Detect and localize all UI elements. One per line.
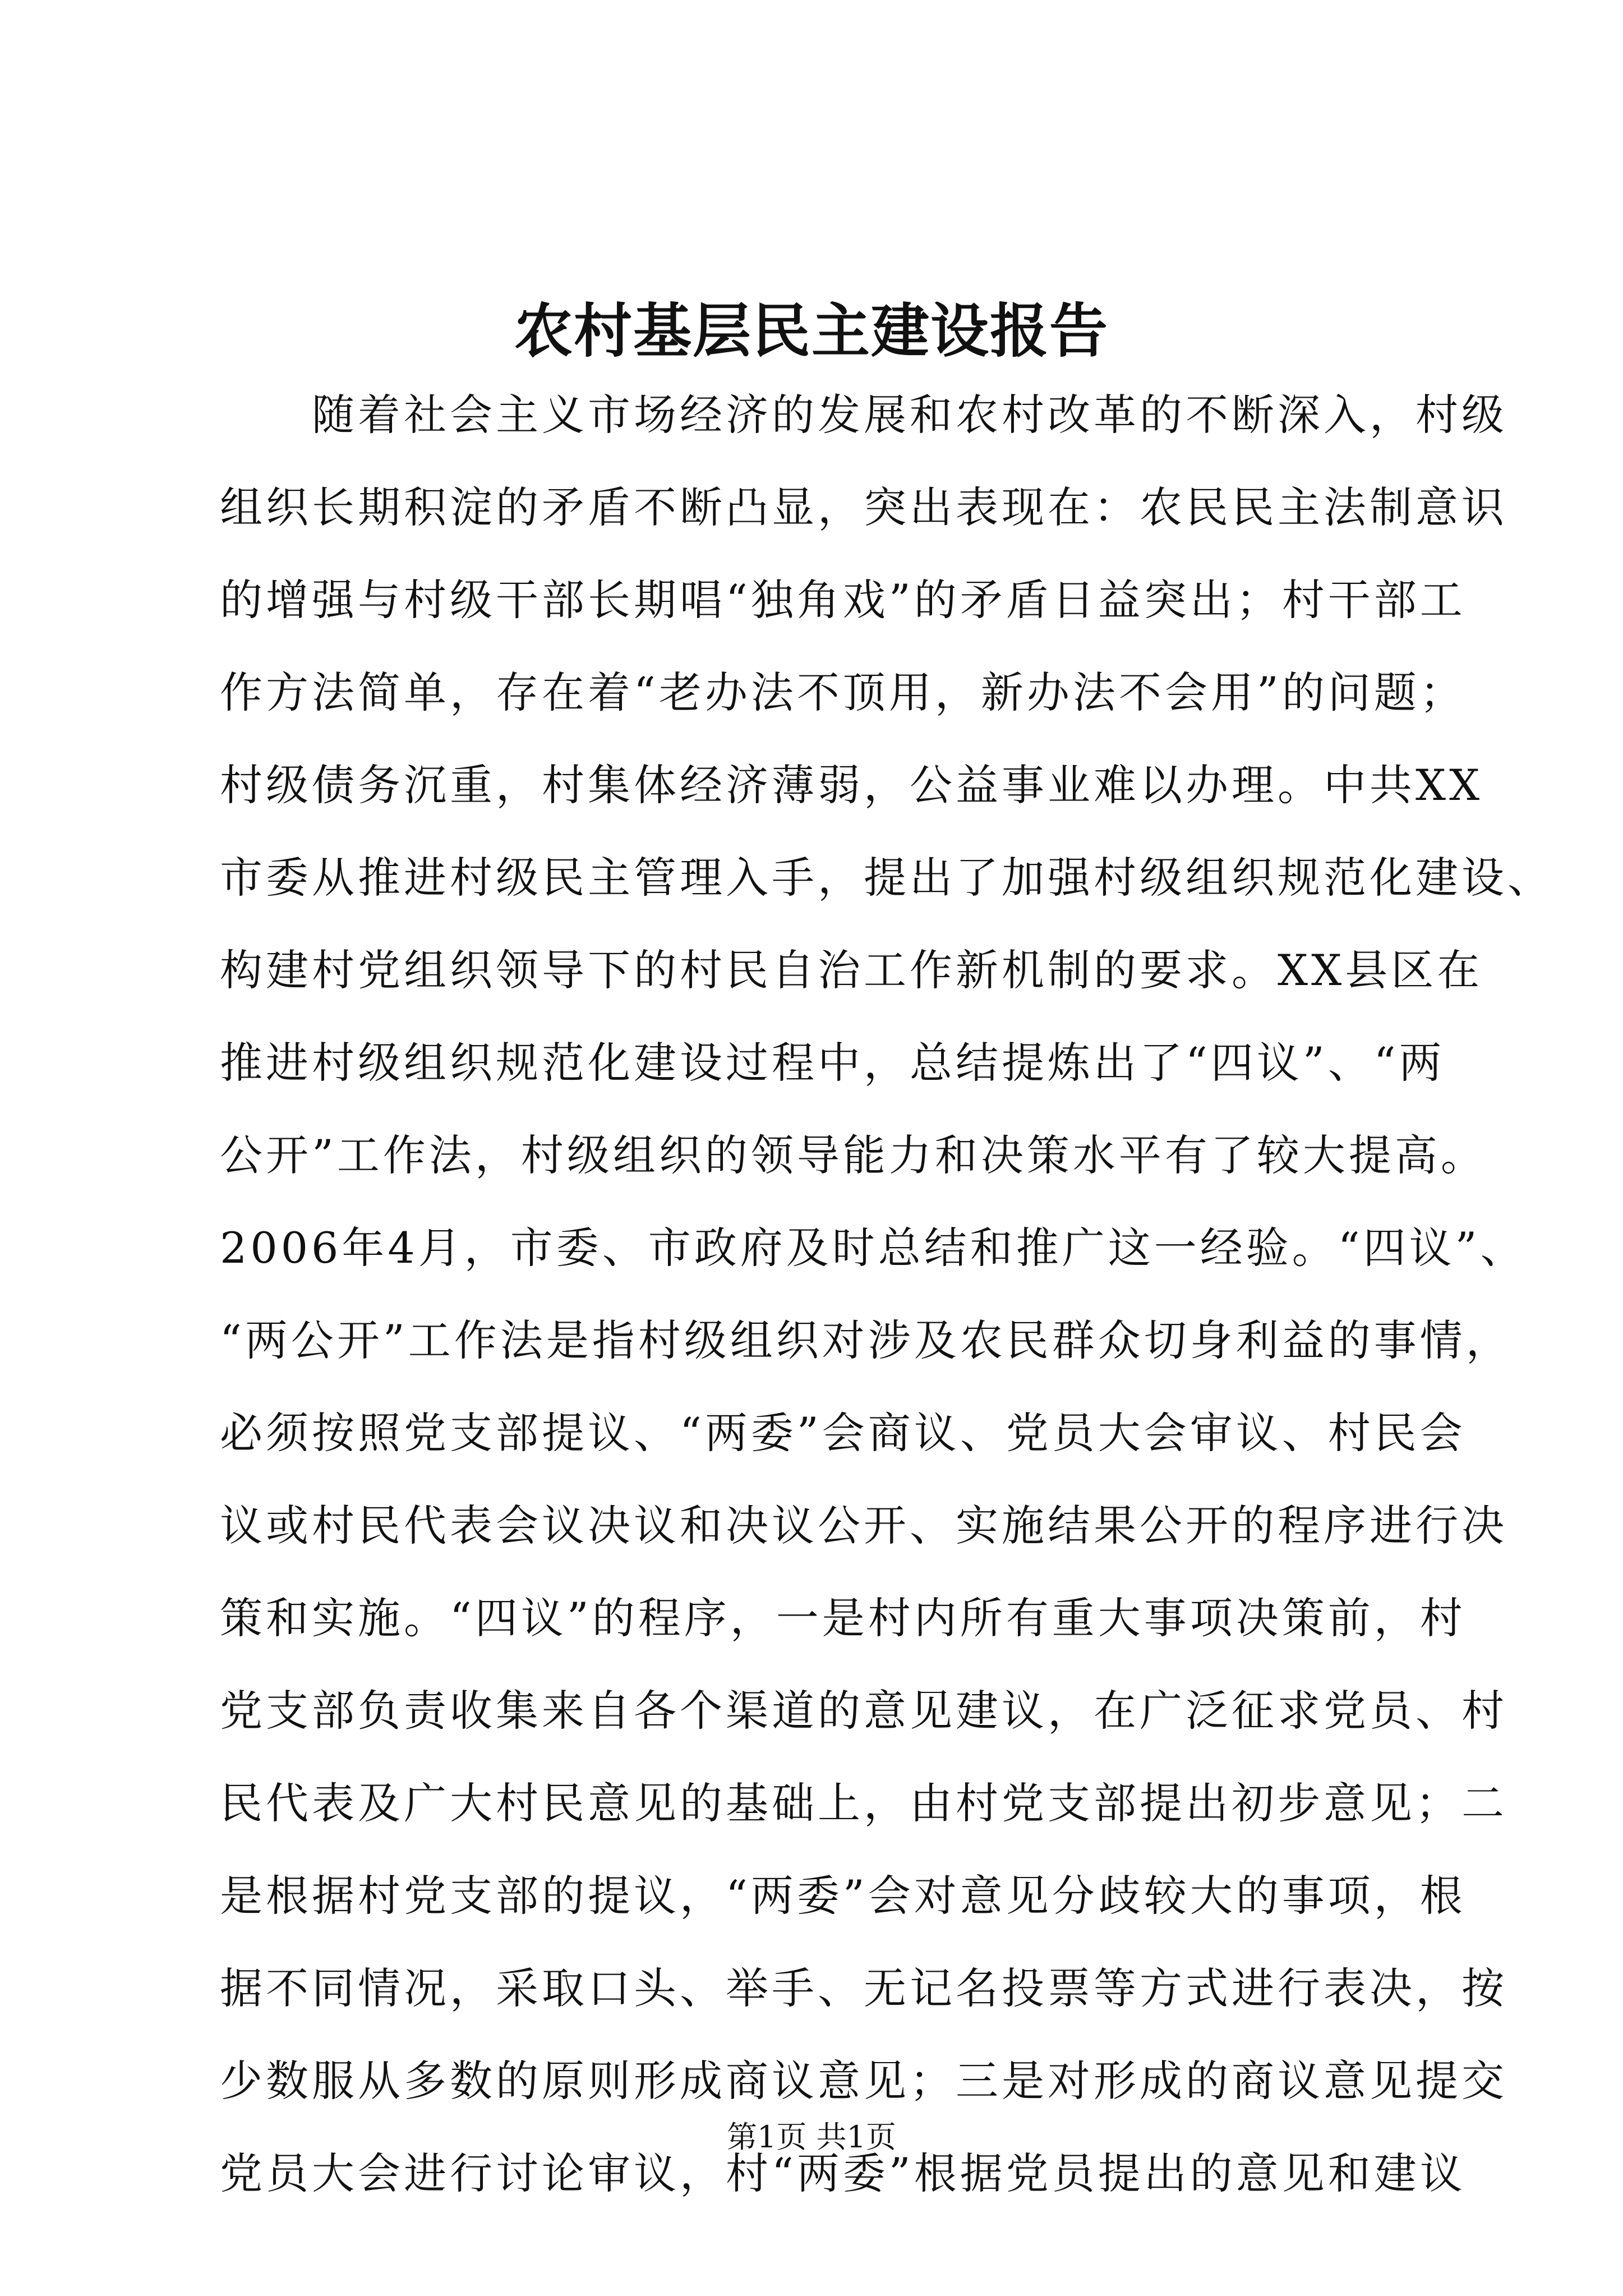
document-title: 农村基层民主建设报告 (514, 296, 1109, 365)
page-number-footer: 第1页 共1页 (727, 2119, 896, 2155)
body-line: 组织长期积淀的矛盾不断凸显，突出表现在：农民民主法制意识 (220, 482, 1507, 532)
body-line: 党支部负责收集来自各个渠道的意见建议，在广泛征求党员、村 (220, 1686, 1507, 1736)
body-line: 少数服从多数的原则形成商议意见；三是对形成的商议意见提交 (220, 2056, 1507, 2106)
body-line: 议或村民代表会议决议和决议公开、实施结果公开的程序进行决 (220, 1501, 1507, 1550)
body-line: “两公开”工作法是指村级组织对涉及农民群众切身利益的事情， (220, 1315, 1512, 1365)
body-line: 必须按照党支部提议、“两委”会商议、党员大会审议、村民会 (220, 1408, 1466, 1458)
body-line: 市委从推进村级民主管理入手，提出了加强村级组织规范化建设、 (220, 853, 1553, 903)
body-line: 是根据村党支部的提议，“两委”会对意见分歧较大的事项，根 (220, 1871, 1466, 1921)
body-line: 村级债务沉重，村集体经济薄弱，公益事业难以办理。中共XX (220, 760, 1483, 810)
body-line: 推进村级组织规范化建设过程中，总结提炼出了“四议”、“两 (220, 1038, 1445, 1088)
body-line: 党员大会进行讨论审议，村“两委”根据党员提出的意见和建议 (220, 2148, 1466, 2198)
body-line: 2006年4月，市委、市政府及时总结和推广这一经验。“四议”、 (220, 1223, 1527, 1273)
body-line: 民代表及广大村民意见的基础上，由村党支部提出初步意见；二 (220, 1778, 1507, 1828)
body-line: 的增强与村级干部长期唱“独角戏”的矛盾日益突出；村干部工 (220, 575, 1466, 625)
body-line: 据不同情况，采取口头、举手、无记名投票等方式进行表决，按 (220, 1963, 1507, 2013)
body-line: 策和实施。“四议”的程序，一是村内所有重大事项决策前，村 (220, 1593, 1466, 1643)
body-line: 公开”工作法，村级组织的领导能力和决策水平有了较大提高。 (220, 1130, 1487, 1180)
body-line: 随着社会主义市场经济的发展和农村改革的不断深入，村级 (220, 390, 1507, 440)
body-line: 构建村党组织领导下的村民自治工作新机制的要求。XX县区在 (220, 945, 1483, 995)
body-line: 作方法简单，存在着“老办法不顶用，新办法不会用”的问题； (220, 668, 1466, 717)
